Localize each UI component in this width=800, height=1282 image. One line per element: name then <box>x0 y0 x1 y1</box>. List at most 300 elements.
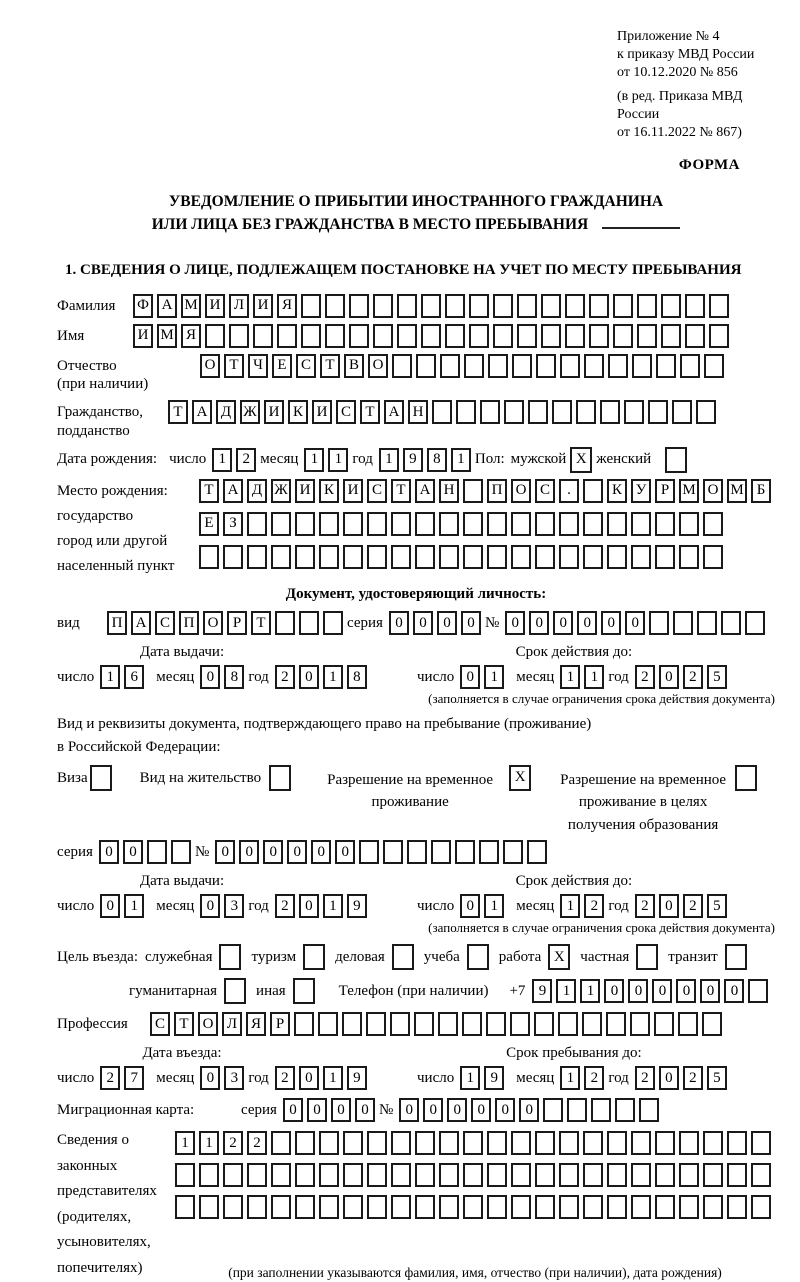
char-cell[interactable] <box>721 611 741 635</box>
char-cell[interactable] <box>559 545 579 569</box>
char-cell[interactable] <box>543 1098 563 1122</box>
char-cell[interactable]: 2 <box>635 894 655 918</box>
char-cell[interactable] <box>407 840 427 864</box>
char-cell[interactable] <box>479 840 499 864</box>
char-cell[interactable] <box>679 512 699 536</box>
char-cell[interactable] <box>673 611 693 635</box>
char-cell[interactable] <box>397 294 417 318</box>
char-cell[interactable] <box>535 1195 555 1219</box>
char-cell[interactable] <box>295 1131 315 1155</box>
char-cell[interactable] <box>685 294 705 318</box>
char-cell[interactable] <box>486 1012 506 1036</box>
char-cell[interactable] <box>748 979 768 1003</box>
char-cell[interactable]: 0 <box>461 611 481 635</box>
char-cell[interactable] <box>487 1131 507 1155</box>
char-cell[interactable]: 0 <box>553 611 573 635</box>
char-cell[interactable] <box>440 354 460 378</box>
char-cell[interactable] <box>589 324 609 348</box>
char-cell[interactable] <box>613 324 633 348</box>
char-cell[interactable]: Т <box>391 479 411 503</box>
char-cell[interactable]: 0 <box>299 894 319 918</box>
char-cell[interactable] <box>608 354 628 378</box>
char-cell[interactable] <box>319 1131 339 1155</box>
char-cell[interactable]: 0 <box>299 665 319 689</box>
char-cell[interactable]: О <box>203 611 223 635</box>
char-cell[interactable]: О <box>368 354 388 378</box>
char-cell[interactable]: 1 <box>584 665 604 689</box>
char-cell[interactable] <box>275 611 295 635</box>
char-cell[interactable]: 0 <box>471 1098 491 1122</box>
char-cell[interactable]: 0 <box>529 611 549 635</box>
char-cell[interactable]: 0 <box>659 1066 679 1090</box>
char-cell[interactable] <box>367 1163 387 1187</box>
char-cell[interactable] <box>630 1012 650 1036</box>
char-cell[interactable] <box>367 545 387 569</box>
char-cell[interactable] <box>727 1195 747 1219</box>
char-cell[interactable] <box>607 512 627 536</box>
entry-day-cells[interactable] <box>100 1066 148 1090</box>
char-cell[interactable]: 0 <box>676 979 696 1003</box>
char-cell[interactable] <box>366 1012 386 1036</box>
char-cell[interactable]: С <box>336 400 356 424</box>
char-cell[interactable]: 1 <box>212 448 232 472</box>
char-cell[interactable]: Т <box>199 479 219 503</box>
char-cell[interactable] <box>607 1163 627 1187</box>
char-cell[interactable] <box>487 1163 507 1187</box>
char-cell[interactable] <box>343 512 363 536</box>
char-cell[interactable]: П <box>107 611 127 635</box>
char-cell[interactable] <box>534 1012 554 1036</box>
char-cell[interactable]: И <box>133 324 153 348</box>
char-cell[interactable]: К <box>319 479 339 503</box>
char-cell[interactable]: 1 <box>323 1066 343 1090</box>
char-cell[interactable] <box>656 354 676 378</box>
char-cell[interactable] <box>247 1163 267 1187</box>
char-cell[interactable] <box>702 1012 722 1036</box>
birth-day-cells[interactable] <box>212 448 260 472</box>
char-cell[interactable] <box>615 1098 635 1122</box>
char-cell[interactable] <box>583 512 603 536</box>
char-cell[interactable] <box>253 324 273 348</box>
char-cell[interactable] <box>271 1195 291 1219</box>
char-cell[interactable] <box>469 294 489 318</box>
char-cell[interactable] <box>697 611 717 635</box>
char-cell[interactable]: 0 <box>200 894 220 918</box>
purpose-work-checkbox[interactable]: X <box>548 944 570 970</box>
char-cell[interactable]: С <box>155 611 175 635</box>
char-cell[interactable] <box>439 512 459 536</box>
char-cell[interactable] <box>325 294 345 318</box>
char-cell[interactable]: А <box>223 479 243 503</box>
char-cell[interactable] <box>295 545 315 569</box>
char-cell[interactable] <box>696 400 716 424</box>
purpose-official-checkbox[interactable] <box>219 944 241 970</box>
char-cell[interactable]: И <box>343 479 363 503</box>
char-cell[interactable]: Е <box>272 354 292 378</box>
char-cell[interactable]: 1 <box>580 979 600 1003</box>
char-cell[interactable]: 1 <box>124 894 144 918</box>
char-cell[interactable]: 2 <box>275 665 295 689</box>
birth-place-line3-cells[interactable] <box>199 545 775 569</box>
doc-expiry-year-cells[interactable] <box>635 665 731 689</box>
char-cell[interactable] <box>591 1098 611 1122</box>
char-cell[interactable]: 0 <box>700 979 720 1003</box>
char-cell[interactable] <box>271 1131 291 1155</box>
char-cell[interactable]: 0 <box>659 894 679 918</box>
char-cell[interactable] <box>383 840 403 864</box>
char-cell[interactable]: 1 <box>199 1131 219 1155</box>
char-cell[interactable]: С <box>296 354 316 378</box>
stay-day-cells[interactable] <box>460 1066 508 1090</box>
char-cell[interactable] <box>463 512 483 536</box>
char-cell[interactable]: 0 <box>625 611 645 635</box>
char-cell[interactable]: Т <box>224 354 244 378</box>
char-cell[interactable]: 0 <box>100 894 120 918</box>
char-cell[interactable]: К <box>607 479 627 503</box>
char-cell[interactable] <box>655 1163 675 1187</box>
char-cell[interactable] <box>536 354 556 378</box>
char-cell[interactable] <box>559 512 579 536</box>
char-cell[interactable] <box>535 545 555 569</box>
char-cell[interactable] <box>607 1195 627 1219</box>
char-cell[interactable] <box>559 1195 579 1219</box>
purpose-tourism-checkbox[interactable] <box>303 944 325 970</box>
char-cell[interactable]: А <box>157 294 177 318</box>
char-cell[interactable] <box>552 400 572 424</box>
char-cell[interactable]: 0 <box>447 1098 467 1122</box>
char-cell[interactable] <box>171 840 191 864</box>
stay-year-cells[interactable] <box>635 1066 731 1090</box>
char-cell[interactable] <box>247 512 267 536</box>
char-cell[interactable] <box>390 1012 410 1036</box>
char-cell[interactable]: 2 <box>223 1131 243 1155</box>
doc-issue-month-cells[interactable] <box>200 665 248 689</box>
char-cell[interactable] <box>679 1131 699 1155</box>
char-cell[interactable] <box>229 324 249 348</box>
char-cell[interactable]: 5 <box>707 665 727 689</box>
char-cell[interactable] <box>583 545 603 569</box>
char-cell[interactable] <box>512 354 532 378</box>
char-cell[interactable]: 0 <box>99 840 119 864</box>
char-cell[interactable] <box>631 545 651 569</box>
phone-cells[interactable] <box>532 979 772 1003</box>
char-cell[interactable]: Т <box>320 354 340 378</box>
char-cell[interactable] <box>567 1098 587 1122</box>
mc-series-cells[interactable] <box>283 1098 379 1122</box>
char-cell[interactable] <box>637 324 657 348</box>
char-cell[interactable] <box>223 1195 243 1219</box>
char-cell[interactable]: 0 <box>577 611 597 635</box>
char-cell[interactable] <box>391 1131 411 1155</box>
char-cell[interactable]: 0 <box>413 611 433 635</box>
char-cell[interactable]: Т <box>360 400 380 424</box>
char-cell[interactable] <box>558 1012 578 1036</box>
res-number-cells[interactable] <box>215 840 551 864</box>
doc-expiry-month-cells[interactable] <box>560 665 608 689</box>
char-cell[interactable] <box>421 294 441 318</box>
char-cell[interactable] <box>679 1195 699 1219</box>
char-cell[interactable]: У <box>631 479 651 503</box>
char-cell[interactable] <box>559 1131 579 1155</box>
char-cell[interactable]: 0 <box>311 840 331 864</box>
purpose-humanitarian-checkbox[interactable] <box>224 978 246 1004</box>
char-cell[interactable]: Ч <box>248 354 268 378</box>
char-cell[interactable] <box>445 294 465 318</box>
char-cell[interactable]: Л <box>222 1012 242 1036</box>
char-cell[interactable] <box>223 545 243 569</box>
char-cell[interactable] <box>655 545 675 569</box>
char-cell[interactable] <box>488 354 508 378</box>
char-cell[interactable] <box>504 400 524 424</box>
char-cell[interactable] <box>416 354 436 378</box>
char-cell[interactable] <box>631 1131 651 1155</box>
char-cell[interactable] <box>709 294 729 318</box>
char-cell[interactable] <box>294 1012 314 1036</box>
purpose-transit-checkbox[interactable] <box>725 944 747 970</box>
char-cell[interactable] <box>703 545 723 569</box>
char-cell[interactable] <box>480 400 500 424</box>
char-cell[interactable]: К <box>288 400 308 424</box>
char-cell[interactable] <box>583 1195 603 1219</box>
char-cell[interactable] <box>672 400 692 424</box>
char-cell[interactable] <box>703 1131 723 1155</box>
residence-permit-checkbox[interactable] <box>269 765 291 791</box>
res-issue-year-cells[interactable] <box>275 894 371 918</box>
char-cell[interactable] <box>613 294 633 318</box>
char-cell[interactable]: 0 <box>307 1098 327 1122</box>
char-cell[interactable] <box>709 324 729 348</box>
char-cell[interactable] <box>493 324 513 348</box>
char-cell[interactable] <box>661 324 681 348</box>
char-cell[interactable] <box>415 1163 435 1187</box>
char-cell[interactable] <box>661 294 681 318</box>
char-cell[interactable] <box>325 324 345 348</box>
char-cell[interactable] <box>745 611 765 635</box>
char-cell[interactable] <box>517 294 537 318</box>
char-cell[interactable] <box>391 545 411 569</box>
char-cell[interactable] <box>727 1163 747 1187</box>
char-cell[interactable] <box>493 294 513 318</box>
purpose-other-checkbox[interactable] <box>293 978 315 1004</box>
char-cell[interactable]: Я <box>246 1012 266 1036</box>
char-cell[interactable]: И <box>264 400 284 424</box>
char-cell[interactable] <box>319 545 339 569</box>
char-cell[interactable]: Н <box>439 479 459 503</box>
char-cell[interactable] <box>576 400 596 424</box>
char-cell[interactable] <box>469 324 489 348</box>
char-cell[interactable] <box>318 1012 338 1036</box>
char-cell[interactable] <box>421 324 441 348</box>
temp-residence-education-checkbox[interactable] <box>735 765 757 791</box>
char-cell[interactable]: А <box>415 479 435 503</box>
char-cell[interactable] <box>295 512 315 536</box>
char-cell[interactable] <box>703 1163 723 1187</box>
char-cell[interactable] <box>751 1195 771 1219</box>
char-cell[interactable]: . <box>559 479 579 503</box>
char-cell[interactable] <box>517 324 537 348</box>
char-cell[interactable]: 0 <box>460 665 480 689</box>
res-expiry-month-cells[interactable] <box>560 894 608 918</box>
char-cell[interactable]: 1 <box>451 448 471 472</box>
char-cell[interactable]: 0 <box>331 1098 351 1122</box>
char-cell[interactable] <box>655 512 675 536</box>
entry-month-cells[interactable] <box>200 1066 248 1090</box>
char-cell[interactable]: 2 <box>635 1066 655 1090</box>
doc-expiry-day-cells[interactable] <box>460 665 508 689</box>
char-cell[interactable] <box>319 512 339 536</box>
char-cell[interactable]: 1 <box>175 1131 195 1155</box>
char-cell[interactable]: О <box>511 479 531 503</box>
char-cell[interactable] <box>607 1131 627 1155</box>
char-cell[interactable]: 1 <box>460 1066 480 1090</box>
char-cell[interactable]: 0 <box>123 840 143 864</box>
char-cell[interactable] <box>223 1163 243 1187</box>
char-cell[interactable]: 2 <box>683 665 703 689</box>
doc-kind-cells[interactable] <box>107 611 347 635</box>
char-cell[interactable] <box>487 512 507 536</box>
char-cell[interactable] <box>175 1163 195 1187</box>
char-cell[interactable] <box>147 840 167 864</box>
birth-year-cells[interactable] <box>379 448 475 472</box>
char-cell[interactable] <box>301 324 321 348</box>
char-cell[interactable]: 1 <box>556 979 576 1003</box>
char-cell[interactable] <box>301 294 321 318</box>
char-cell[interactable]: А <box>131 611 151 635</box>
char-cell[interactable] <box>373 294 393 318</box>
char-cell[interactable] <box>462 1012 482 1036</box>
mc-number-cells[interactable] <box>399 1098 663 1122</box>
char-cell[interactable]: Н <box>408 400 428 424</box>
char-cell[interactable]: 9 <box>347 1066 367 1090</box>
char-cell[interactable] <box>299 611 319 635</box>
char-cell[interactable] <box>456 400 476 424</box>
char-cell[interactable]: А <box>192 400 212 424</box>
char-cell[interactable] <box>631 1195 651 1219</box>
char-cell[interactable] <box>535 1163 555 1187</box>
char-cell[interactable] <box>565 324 585 348</box>
char-cell[interactable] <box>343 1131 363 1155</box>
char-cell[interactable] <box>438 1012 458 1036</box>
char-cell[interactable]: 0 <box>724 979 744 1003</box>
entry-year-cells[interactable] <box>275 1066 371 1090</box>
char-cell[interactable] <box>323 611 343 635</box>
char-cell[interactable] <box>439 545 459 569</box>
char-cell[interactable]: П <box>179 611 199 635</box>
char-cell[interactable] <box>648 400 668 424</box>
char-cell[interactable]: 0 <box>389 611 409 635</box>
char-cell[interactable]: Р <box>655 479 675 503</box>
char-cell[interactable]: Ф <box>133 294 153 318</box>
char-cell[interactable]: Т <box>174 1012 194 1036</box>
char-cell[interactable]: 5 <box>707 1066 727 1090</box>
char-cell[interactable]: 0 <box>652 979 672 1003</box>
char-cell[interactable] <box>463 545 483 569</box>
char-cell[interactable] <box>463 1131 483 1155</box>
char-cell[interactable]: 2 <box>584 1066 604 1090</box>
char-cell[interactable] <box>439 1163 459 1187</box>
char-cell[interactable] <box>367 1195 387 1219</box>
char-cell[interactable]: Ж <box>240 400 260 424</box>
char-cell[interactable] <box>415 512 435 536</box>
char-cell[interactable]: 0 <box>519 1098 539 1122</box>
sex-female-checkbox[interactable] <box>665 447 687 473</box>
char-cell[interactable]: 2 <box>584 894 604 918</box>
char-cell[interactable] <box>655 1195 675 1219</box>
representatives-line2-cells[interactable] <box>175 1163 775 1187</box>
char-cell[interactable]: 1 <box>560 894 580 918</box>
char-cell[interactable] <box>487 1195 507 1219</box>
char-cell[interactable] <box>432 400 452 424</box>
char-cell[interactable]: 0 <box>200 1066 220 1090</box>
char-cell[interactable] <box>391 1195 411 1219</box>
char-cell[interactable] <box>319 1195 339 1219</box>
char-cell[interactable]: О <box>198 1012 218 1036</box>
char-cell[interactable]: 0 <box>495 1098 515 1122</box>
char-cell[interactable] <box>439 1195 459 1219</box>
char-cell[interactable] <box>445 324 465 348</box>
char-cell[interactable] <box>415 1195 435 1219</box>
char-cell[interactable]: 0 <box>460 894 480 918</box>
char-cell[interactable] <box>205 324 225 348</box>
char-cell[interactable] <box>654 1012 674 1036</box>
char-cell[interactable]: 8 <box>347 665 367 689</box>
char-cell[interactable] <box>391 1163 411 1187</box>
char-cell[interactable]: 1 <box>560 665 580 689</box>
char-cell[interactable] <box>510 1012 530 1036</box>
char-cell[interactable] <box>295 1195 315 1219</box>
char-cell[interactable]: И <box>312 400 332 424</box>
char-cell[interactable] <box>704 354 724 378</box>
char-cell[interactable] <box>367 512 387 536</box>
char-cell[interactable]: 1 <box>100 665 120 689</box>
char-cell[interactable]: З <box>223 512 243 536</box>
birth-place-line2-cells[interactable] <box>199 512 775 536</box>
char-cell[interactable] <box>541 294 561 318</box>
doc-number-cells[interactable] <box>505 611 769 635</box>
res-expiry-day-cells[interactable] <box>460 894 508 918</box>
char-cell[interactable]: 9 <box>403 448 423 472</box>
char-cell[interactable] <box>751 1163 771 1187</box>
char-cell[interactable] <box>295 1163 315 1187</box>
char-cell[interactable] <box>639 1098 659 1122</box>
char-cell[interactable]: 2 <box>247 1131 267 1155</box>
char-cell[interactable]: 3 <box>224 894 244 918</box>
char-cell[interactable]: А <box>384 400 404 424</box>
citizenship-cells[interactable] <box>168 400 720 424</box>
char-cell[interactable]: Р <box>270 1012 290 1036</box>
char-cell[interactable] <box>415 1131 435 1155</box>
char-cell[interactable]: О <box>703 479 723 503</box>
doc-issue-year-cells[interactable] <box>275 665 371 689</box>
char-cell[interactable]: М <box>181 294 201 318</box>
char-cell[interactable] <box>431 840 451 864</box>
char-cell[interactable]: 1 <box>484 665 504 689</box>
char-cell[interactable]: 8 <box>224 665 244 689</box>
char-cell[interactable] <box>679 545 699 569</box>
char-cell[interactable]: 9 <box>484 1066 504 1090</box>
char-cell[interactable] <box>342 1012 362 1036</box>
char-cell[interactable]: 2 <box>635 665 655 689</box>
char-cell[interactable]: Я <box>277 294 297 318</box>
char-cell[interactable]: 3 <box>224 1066 244 1090</box>
char-cell[interactable] <box>439 1131 459 1155</box>
char-cell[interactable] <box>199 1163 219 1187</box>
char-cell[interactable] <box>391 512 411 536</box>
char-cell[interactable]: 2 <box>100 1066 120 1090</box>
char-cell[interactable] <box>463 479 483 503</box>
char-cell[interactable] <box>751 1131 771 1155</box>
char-cell[interactable]: 2 <box>275 894 295 918</box>
